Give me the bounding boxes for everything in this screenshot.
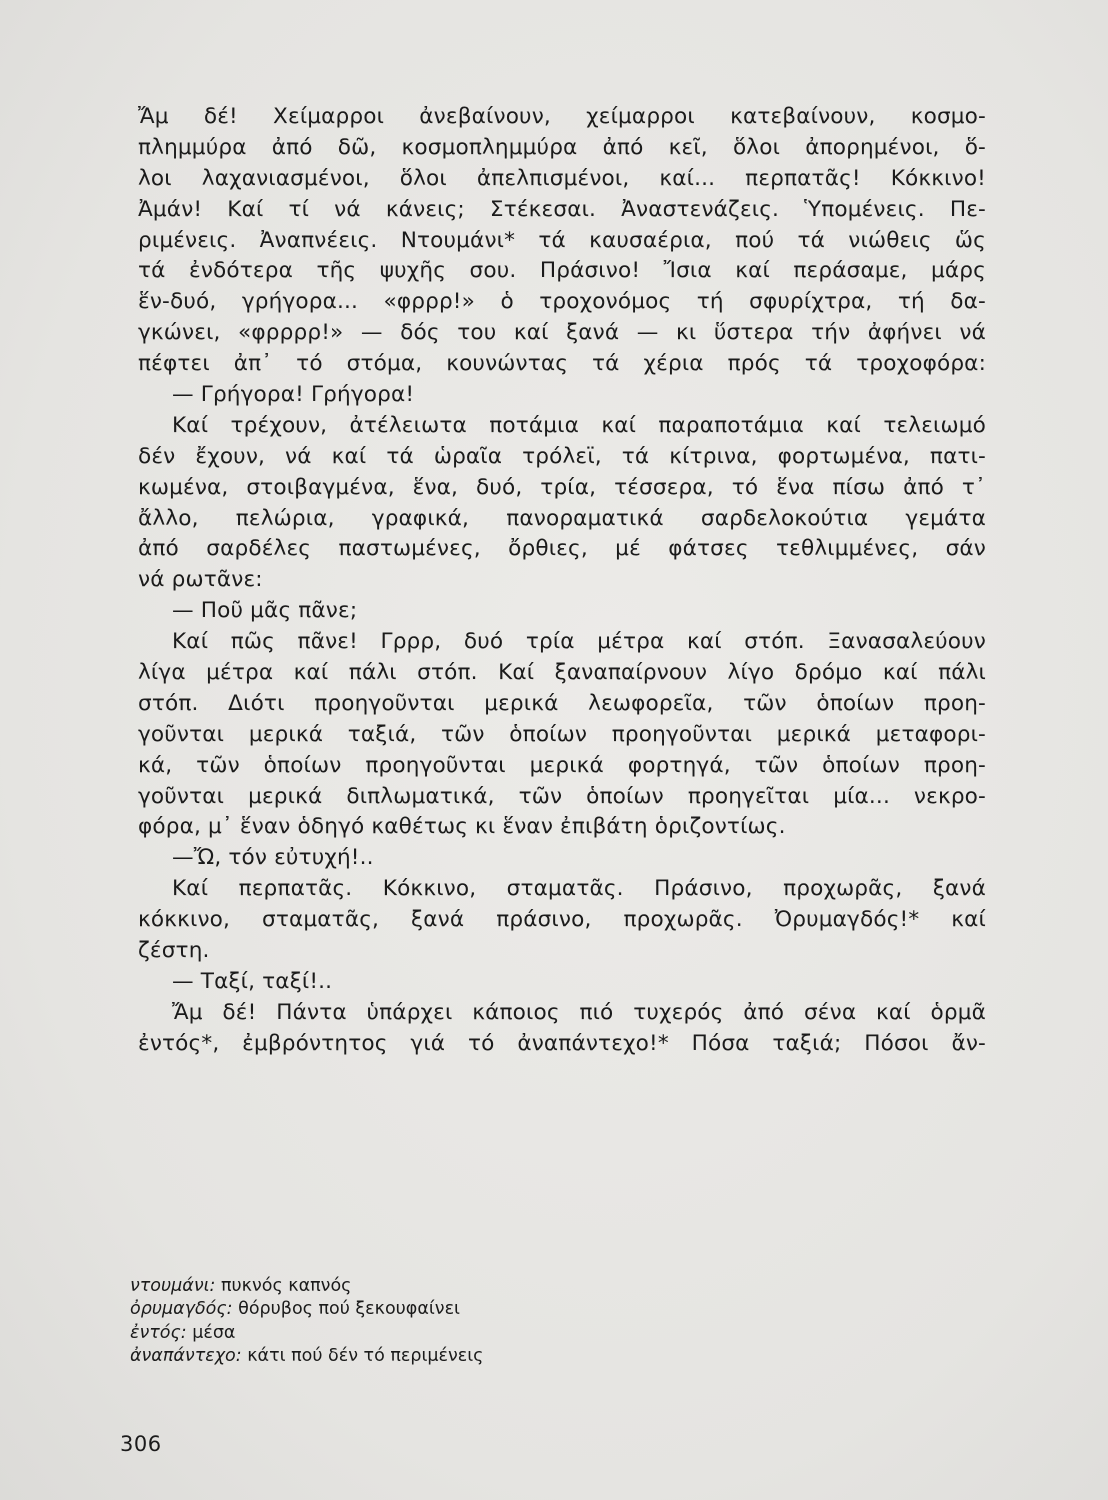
footnote-term: ἀναπάντεχο: xyxy=(130,1346,242,1367)
text-line: νά ρωτᾶνε: xyxy=(138,567,263,593)
text-line: ἐντός*, ἐμβρόντητος γιά τό ἀναπάντεχο!* Πόσα ταξιά; Πόσοι ἄν- xyxy=(138,1030,986,1056)
text-line: κωμένα, στοιβαγμένα, ἕνα, δυό, τρία, τέσσερα, τό ἕνα πίσω ἀπό τ᾿ xyxy=(138,474,986,500)
text-line: γοῦνται μερικά ταξιά, τῶν ὁποίων προηγοῦνται μερικά μεταφορι- xyxy=(138,721,986,747)
dialogue-line: — Ταξί, ταξί!.. xyxy=(172,968,333,994)
text-line: ἀπό σαρδέλες παστωμένες, ὄρθιες, μέ φάτσες τεθλιμμένες, σάν xyxy=(138,536,986,562)
text-line: πλημμύρα ἀπό δῶ, κοσμοπλημμύρα ἀπό κεῖ, ὅλοι ἀπορημένοι, ὅ- xyxy=(138,134,986,160)
footnote-term: ἐντός: xyxy=(130,1322,187,1343)
footnote xyxy=(130,1345,690,1368)
footnote-definition: κάτι πού δέν τό περιμένεις xyxy=(247,1346,484,1367)
text-line: φόρα, μ᾿ ἕναν ὁδηγό καθέτως κι ἕναν ἐπιβάτη ὁριζοντίως. xyxy=(138,814,786,840)
footnote xyxy=(130,1322,690,1345)
text-line: ριμένεις. Ἀναπνέεις. Ντουμάνι* τά καυσαέρια, πού τά νιώθεις ὥς xyxy=(138,227,986,253)
footnote-term: ὀρυμαγδός: xyxy=(130,1299,233,1320)
page-number: 306 xyxy=(120,1432,162,1456)
text-line: στόπ. Διότι προηγοῦνται μερικά λεωφορεῖα, τῶν ὁποίων προη- xyxy=(138,690,986,716)
text-line: πέφτει ἀπ᾿ τό στόμα, κουνώντας τά χέρια πρός τά τροχοφόρα: xyxy=(138,351,986,377)
footnote-definition: θόρυβος πού ξεκουφαίνει xyxy=(238,1299,460,1320)
text-line: τά ἐνδότερα τῆς ψυχῆς σου. Πράσινο! Ἴσια καί περάσαμε, μάρς xyxy=(138,258,986,284)
footnote xyxy=(130,1275,690,1298)
footnote-definition: μέσα xyxy=(192,1322,236,1343)
text-line: Καί πῶς πᾶνε! Γρρρ, δυό τρία μέτρα καί στόπ. Ξανασαλεύουν xyxy=(172,629,986,655)
footnote xyxy=(130,1298,690,1321)
text-line: Καί περπατᾶς. Κόκκινο, σταματᾶς. Πράσινο, προχωρᾶς, ξανά xyxy=(172,876,986,902)
text-line: λοι λαχανιασμένοι, ὅλοι ἀπελπισμένοι, καί... περπατᾶς! Κόκκινο! xyxy=(138,165,986,191)
text-line: γκώνει, «φρρρρ!» — δός του καί ξανά — κι ὕστερα τήν ἀφήνει νά xyxy=(138,320,986,346)
text-line: Ἄμ δέ! Χείμαρροι ἀνεβαίνουν, χείμαρροι κατεβαίνουν, κοσμο- xyxy=(138,104,986,129)
text-line: δέν ἔχουν, νά καί τά ὡραῖα τρόλεϊ, τά κίτρινα, φορτωμένα, πατι- xyxy=(138,443,986,469)
text-line: γοῦνται μερικά διπλωματικά, τῶν ὁποίων προηγεῖται μία... νεκρο- xyxy=(138,783,986,809)
dialogue-line: —Ὤ, τόν εὐτυχή!.. xyxy=(172,845,374,871)
body-text xyxy=(138,102,986,1060)
text-line: Ἀμάν! Καί τί νά κάνεις; Στέκεσαι. Ἀναστενάζεις. Ὑπομένεις. Πε- xyxy=(138,196,986,222)
text-line: Ἄμ δέ! Πάντα ὑπάρχει κάποιος πιό τυχερός ἀπό σένα καί ὁρμᾶ xyxy=(172,999,986,1025)
text-line: κά, τῶν ὁποίων προηγοῦνται μερικά φορτηγά, τῶν ὁποίων προη- xyxy=(138,752,986,778)
footnote-definition: πυκνός καπνός xyxy=(221,1276,352,1296)
footnote-term: ντουμάνι: xyxy=(130,1276,216,1296)
text-line: λίγα μέτρα καί πάλι στόπ. Καί ξαναπαίρνουν λίγο δρόμο καί πάλι xyxy=(138,660,986,686)
text-line: Καί τρέχουν, ἀτέλειωτα ποτάμια καί παραποτάμια καί τελειωμό xyxy=(172,412,986,438)
text-line: κόκκινο, σταματᾶς, ξανά πράσινο, προχωρᾶς. Ὀρυμαγδός!* καί xyxy=(138,907,986,933)
text-line: ἕν-δυό, γρήγορα... «φρρρ!» ὁ τροχονόμος τή σφυρίχτρα, τή δα- xyxy=(138,289,986,315)
dialogue-line: — Ποῦ μᾶς πᾶνε; xyxy=(172,598,358,624)
dialogue-line: — Γρήγορα! Γρήγορα! xyxy=(172,382,415,408)
text-line: ζέστη. xyxy=(138,938,210,964)
text-line: ἄλλο, πελώρια, γραφικά, πανοραματικά σαρδελοκούτια γεμάτα xyxy=(138,505,986,531)
footnotes xyxy=(130,1275,690,1369)
